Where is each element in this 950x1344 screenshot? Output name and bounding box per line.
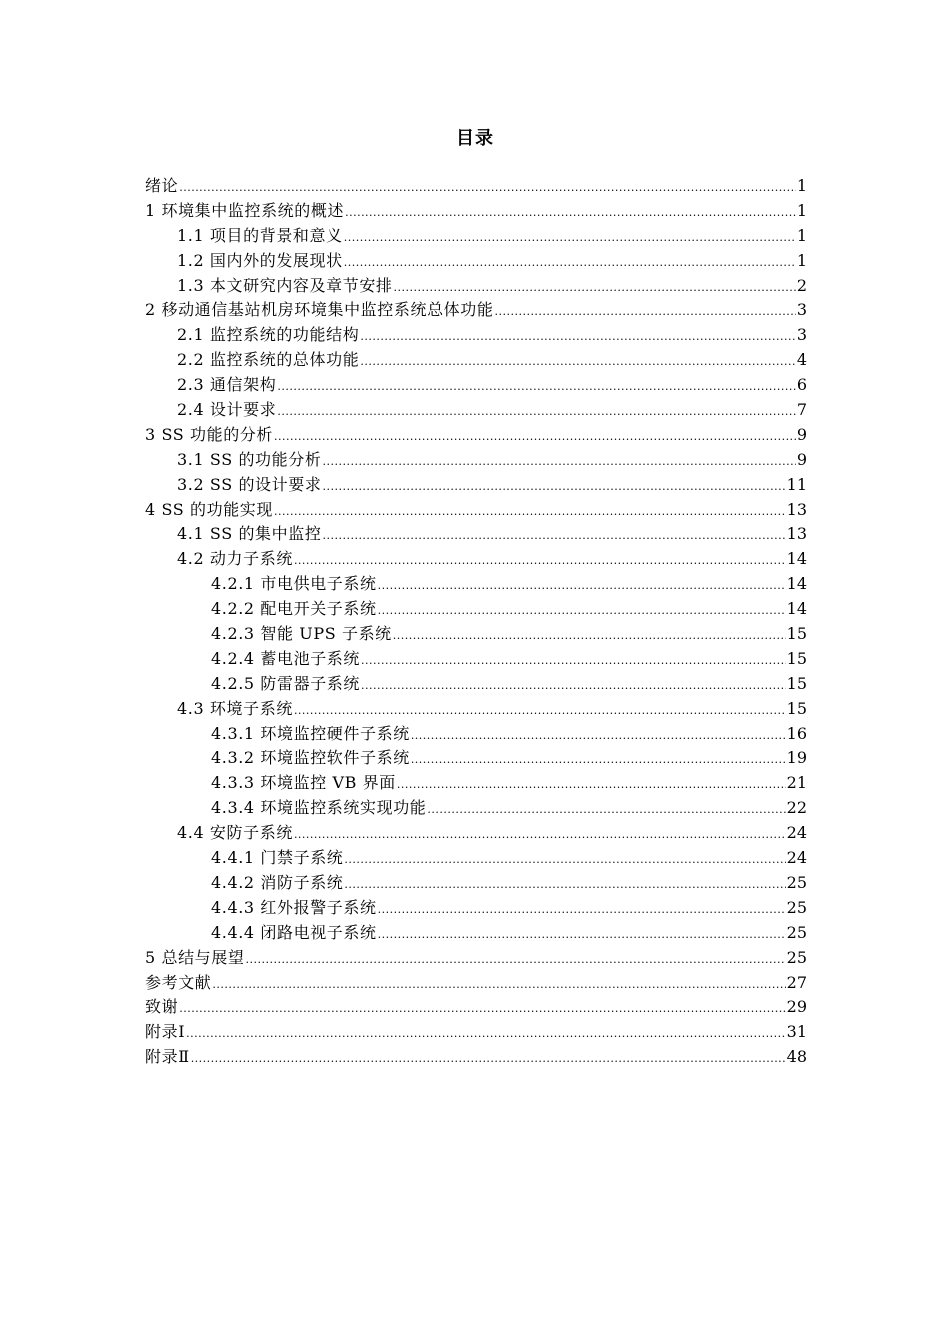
toc-page-number: 48 — [786, 1047, 807, 1067]
toc-entry-title: 4.3.2 环境监控软件子系统 — [211, 748, 410, 768]
toc-entry-title: 4.4 安防子系统 — [177, 823, 293, 843]
toc-dot-leader — [361, 674, 786, 699]
toc-entry-title: 4.1 SS 的集中监控 — [177, 524, 322, 544]
toc-page-number: 19 — [786, 748, 807, 768]
toc-entry-title: 4.4.3 红外报警子系统 — [211, 897, 377, 917]
toc-entry[interactable] — [145, 199, 807, 224]
toc-entry-title: 参考文献 — [145, 972, 212, 992]
toc-entry-title: 4.2.3 智能 UPS 子系统 — [211, 624, 392, 644]
toc-entry[interactable] — [145, 348, 807, 373]
toc-entry-title: 1.2 国内外的发展现状 — [177, 250, 343, 270]
toc-entry-title: 4.2 动力子系统 — [177, 549, 293, 569]
toc-dot-leader — [378, 898, 786, 923]
toc-entry-title: 4.4.4 闭路电视子系统 — [211, 922, 377, 942]
toc-entry-title: 绪论 — [145, 176, 179, 195]
toc-entry[interactable] — [145, 547, 807, 572]
toc-entry-title: 4 SS 的功能实现 — [145, 499, 273, 519]
toc-entry[interactable] — [145, 448, 807, 473]
toc-entry[interactable] — [145, 647, 807, 672]
toc-page-number: 6 — [796, 375, 807, 395]
toc-dot-leader — [378, 574, 786, 599]
toc-entry[interactable] — [145, 821, 807, 846]
toc-entry-title: 2 移动通信基站机房环境集中监控系统总体功能 — [145, 300, 494, 320]
toc-page-number: 15 — [786, 648, 807, 668]
toc-entry[interactable] — [145, 597, 807, 622]
toc-entry-title: 1 环境集中监控系统的概述 — [145, 200, 345, 220]
toc-entry[interactable] — [145, 473, 807, 498]
toc-dot-leader — [294, 549, 786, 574]
toc-dot-leader — [245, 948, 785, 973]
toc-entry-title: 3 SS 功能的分析 — [145, 424, 273, 444]
toc-page-number: 14 — [786, 599, 807, 619]
toc-dot-leader — [344, 251, 796, 276]
toc-dot-leader — [345, 201, 796, 226]
toc-entry-title: 1.3 本文研究内容及章节安排 — [177, 275, 393, 295]
toc-entry-title: 2.1 监控系统的功能结构 — [177, 325, 360, 345]
toc-dot-leader — [191, 1047, 786, 1072]
toc-entry[interactable] — [145, 323, 807, 348]
toc-entry-title: 2.3 通信架构 — [177, 375, 277, 395]
toc-dot-leader — [427, 798, 785, 823]
toc-list — [145, 174, 807, 1070]
toc-entry-title: 4.3.3 环境监控 VB 界面 — [211, 773, 396, 793]
toc-page-number: 25 — [786, 897, 807, 917]
toc-entry[interactable] — [145, 1045, 807, 1070]
toc-dot-leader — [378, 599, 786, 624]
toc-entry-title: 4.3.1 环境监控硬件子系统 — [211, 723, 410, 743]
toc-page-number: 25 — [786, 922, 807, 942]
toc-page-number: 15 — [786, 624, 807, 644]
toc-entry-title: 4.2.4 蓄电池子系统 — [211, 648, 360, 668]
toc-entry-title: 2.2 监控系统的总体功能 — [177, 350, 360, 370]
toc-entry-title: 4.2.1 市电供电子系统 — [211, 574, 377, 594]
toc-entry-title: 4.4.2 消防子系统 — [211, 872, 344, 892]
toc-entry-title: 附录Ⅰ — [145, 1022, 186, 1042]
toc-dot-leader — [411, 748, 786, 773]
toc-page-number: 4 — [796, 350, 807, 370]
toc-dot-leader — [344, 226, 796, 251]
toc-page-number: 15 — [786, 698, 807, 718]
toc-dot-leader — [322, 450, 795, 475]
toc-page-number: 29 — [786, 997, 807, 1017]
toc-entry[interactable] — [145, 522, 807, 547]
toc-entry[interactable] — [145, 373, 807, 398]
toc-entry-title: 2.4 设计要求 — [177, 400, 277, 420]
toc-page-number: 21 — [786, 773, 807, 793]
toc-page-number: 11 — [786, 474, 807, 494]
toc-entry[interactable] — [145, 995, 807, 1020]
toc-title: 目录 — [456, 128, 494, 149]
toc-dot-leader — [179, 997, 785, 1022]
toc-entry-title: 附录Ⅱ — [145, 1047, 190, 1067]
toc-page-number: 1 — [796, 250, 807, 270]
toc-page-number: 3 — [796, 300, 807, 320]
toc-page-number: 9 — [796, 424, 807, 444]
toc-page-number: 14 — [786, 549, 807, 569]
toc-dot-leader — [494, 300, 795, 325]
toc-dot-leader — [294, 823, 786, 848]
toc-entry[interactable] — [145, 871, 807, 896]
toc-dot-leader — [393, 624, 786, 649]
toc-page-number: 25 — [786, 872, 807, 892]
toc-entry[interactable] — [145, 846, 807, 871]
toc-dot-leader — [277, 375, 795, 400]
toc-page-number: 13 — [786, 524, 807, 544]
toc-entry-title: 4.2.5 防雷器子系统 — [211, 673, 360, 693]
toc-entry[interactable] — [145, 746, 807, 771]
toc-dot-leader — [274, 500, 786, 525]
toc-entry-title: 5 总结与展望 — [145, 947, 245, 967]
toc-dot-leader — [322, 475, 785, 500]
toc-page-number: 7 — [796, 400, 807, 420]
toc-page-number: 1 — [796, 200, 807, 220]
toc-page-number: 27 — [786, 972, 807, 992]
toc-page-number: 24 — [786, 848, 807, 868]
toc-page-number: 24 — [786, 823, 807, 843]
toc-entry[interactable] — [145, 249, 807, 274]
toc-entry[interactable] — [145, 423, 807, 448]
toc-page-number: 2 — [796, 275, 807, 295]
toc-page-number: 1 — [796, 225, 807, 245]
toc-dot-leader — [397, 773, 786, 798]
toc-entry[interactable] — [145, 174, 807, 199]
toc-entry-title: 4.3.4 环境监控系统实现功能 — [211, 798, 427, 818]
toc-entry[interactable] — [145, 771, 807, 796]
toc-page-number: 9 — [796, 449, 807, 469]
toc-entry[interactable] — [145, 572, 807, 597]
toc-page-number: 15 — [786, 673, 807, 693]
toc-entry[interactable] — [145, 896, 807, 921]
toc-entry-title: 4.3 环境子系统 — [177, 698, 293, 718]
toc-entry[interactable] — [145, 946, 807, 971]
toc-entry[interactable] — [145, 697, 807, 722]
toc-dot-leader — [344, 848, 785, 873]
toc-entry[interactable] — [145, 274, 807, 299]
toc-dot-leader — [274, 425, 796, 450]
toc-entry-title: 3.2 SS 的设计要求 — [177, 474, 322, 494]
toc-entry[interactable] — [145, 1020, 807, 1045]
toc-page-number: 14 — [786, 574, 807, 594]
toc-page-number: 31 — [786, 1022, 807, 1042]
toc-entry-title: 3.1 SS 的功能分析 — [177, 449, 322, 469]
toc-page-number: 3 — [796, 325, 807, 345]
toc-dot-leader — [322, 524, 785, 549]
toc-dot-leader — [344, 873, 785, 898]
toc-entry-title: 1.1 项目的背景和意义 — [177, 225, 343, 245]
toc-dot-leader — [179, 176, 796, 201]
toc-entry[interactable] — [145, 672, 807, 697]
toc-dot-leader — [212, 973, 785, 998]
toc-dot-leader — [277, 400, 795, 425]
toc-entry-title: 致谢 — [145, 997, 179, 1017]
toc-entry[interactable] — [145, 298, 807, 323]
toc-dot-leader — [186, 1022, 786, 1047]
toc-entry[interactable] — [145, 398, 807, 423]
toc-entry-title: 4.4.1 门禁子系统 — [211, 848, 344, 868]
toc-entry[interactable] — [145, 921, 807, 946]
toc-entry[interactable] — [145, 498, 807, 523]
toc-dot-leader — [360, 325, 795, 350]
toc-page-number: 13 — [786, 499, 807, 519]
toc-dot-leader — [394, 276, 796, 301]
toc-page-number: 16 — [786, 723, 807, 743]
toc-page-number: 22 — [786, 798, 807, 818]
toc-dot-leader — [294, 699, 786, 724]
toc-page-number: 25 — [786, 947, 807, 967]
toc-entry[interactable] — [145, 796, 807, 821]
toc-entry[interactable] — [145, 224, 807, 249]
toc-entry[interactable] — [145, 722, 807, 747]
toc-entry[interactable] — [145, 971, 807, 996]
toc-entry[interactable] — [145, 622, 807, 647]
toc-entry-title: 4.2.2 配电开关子系统 — [211, 599, 377, 619]
toc-page-number: 1 — [796, 176, 807, 195]
toc-dot-leader — [378, 923, 786, 948]
toc-dot-leader — [411, 724, 786, 749]
toc-dot-leader — [361, 649, 786, 674]
toc-dot-leader — [360, 350, 795, 375]
